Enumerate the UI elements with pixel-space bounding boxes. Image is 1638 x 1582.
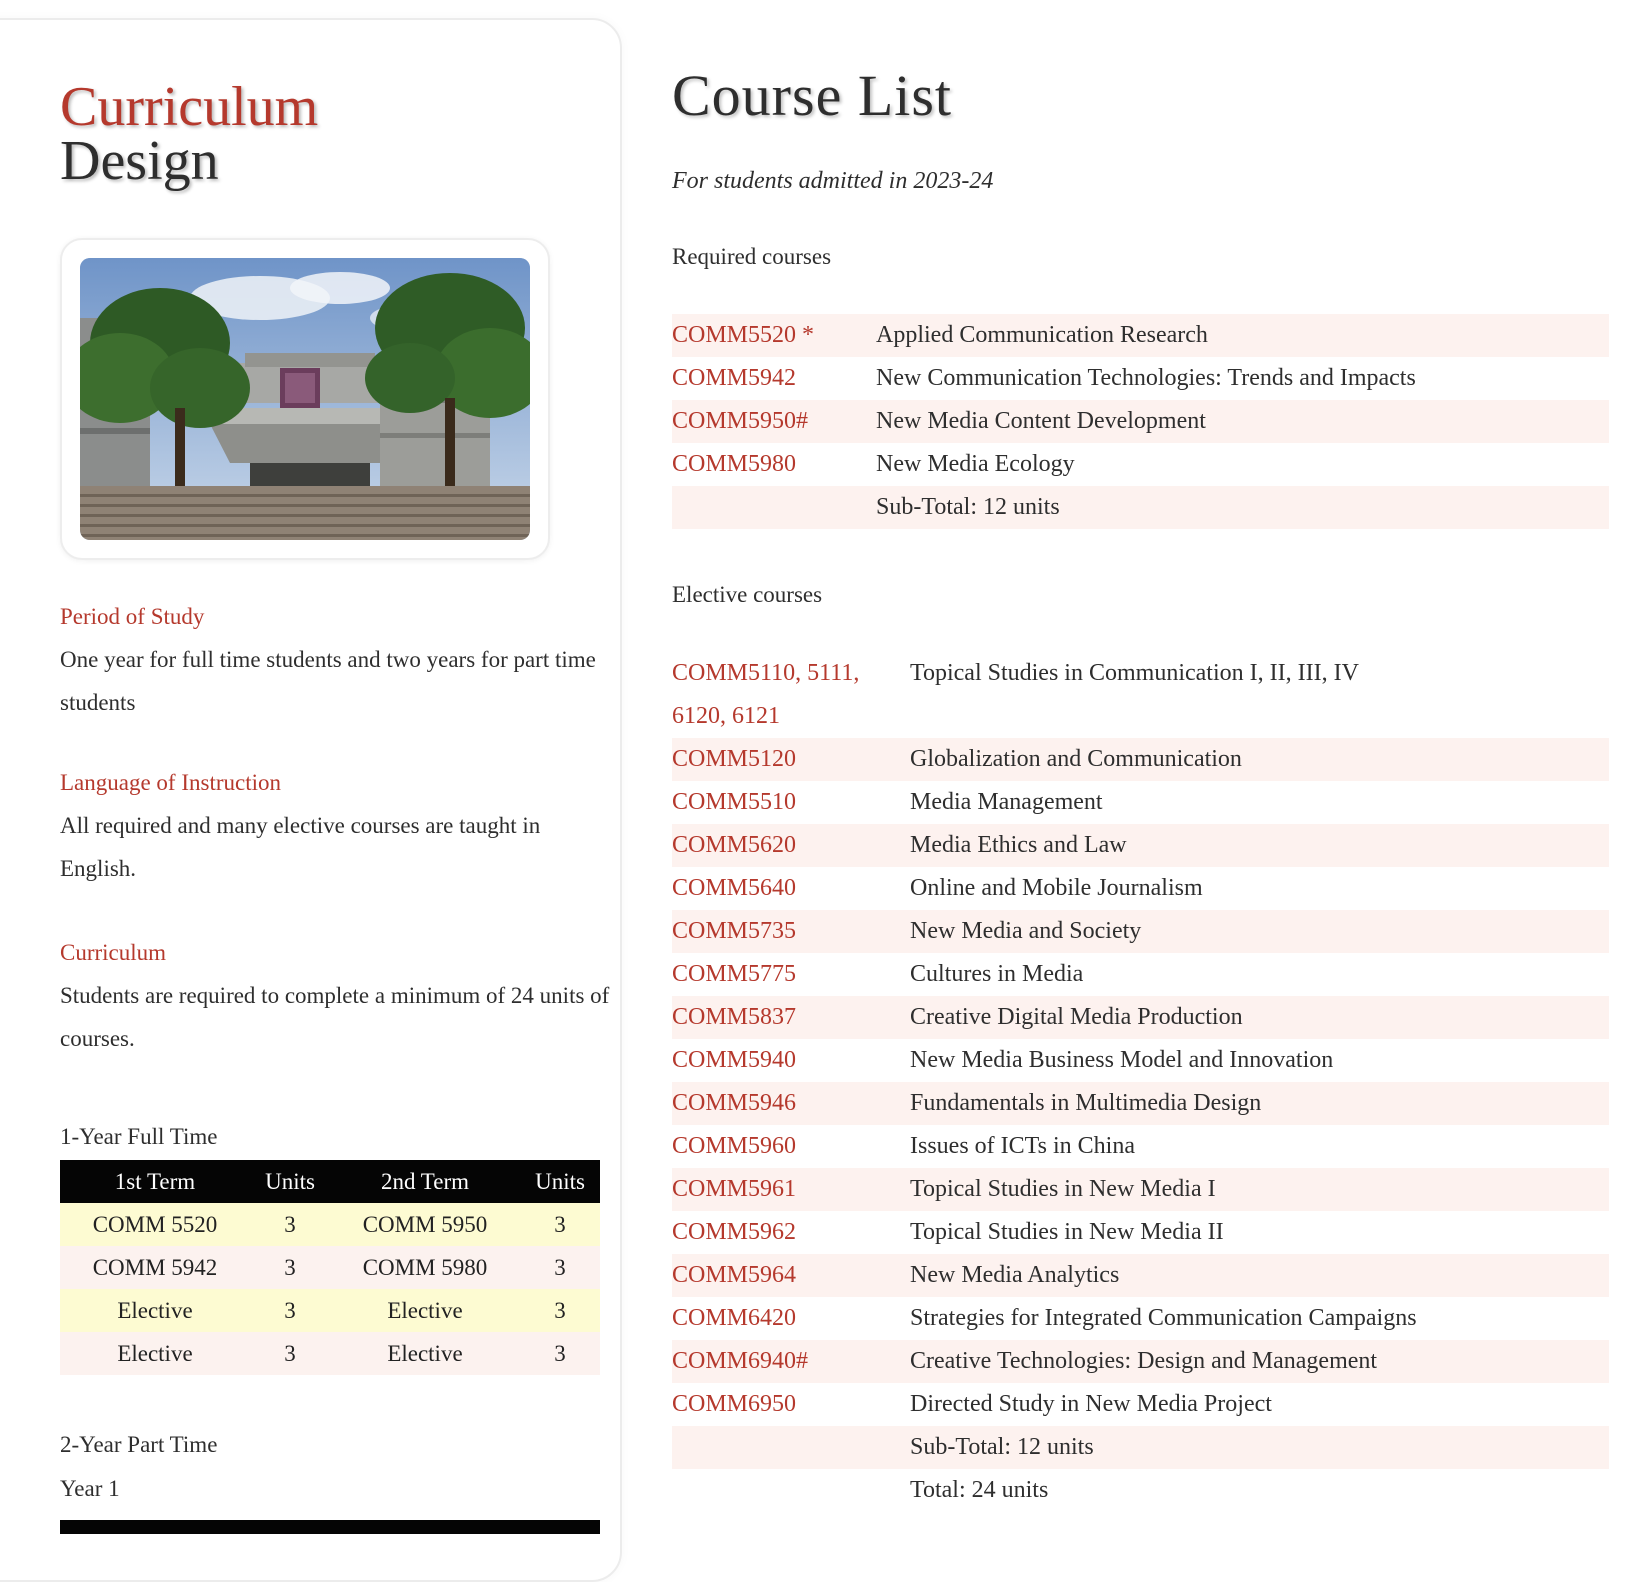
plan-cell: 3 xyxy=(250,1203,330,1246)
campus-photo-frame xyxy=(60,238,550,560)
plan-cell: Elective xyxy=(330,1289,520,1332)
plan-cell: 3 xyxy=(520,1246,600,1289)
table-row xyxy=(672,1039,1609,1082)
course-code-link[interactable]: COMM5964 xyxy=(672,1262,797,1288)
course-name: Creative Digital Media Production xyxy=(910,1004,1243,1030)
table-row xyxy=(672,1297,1609,1340)
course-code-link[interactable]: COMM5942 xyxy=(672,365,797,391)
course-code-link[interactable]: COMM5961 xyxy=(672,1176,797,1202)
table-row xyxy=(672,824,1609,867)
course-name: New Media Analytics xyxy=(910,1262,1120,1288)
table-row xyxy=(672,953,1609,996)
course-code-link[interactable]: COMM6950 xyxy=(672,1391,797,1417)
plan-cell: 3 xyxy=(250,1289,330,1332)
table-row xyxy=(672,1340,1609,1383)
table-row xyxy=(672,910,1609,953)
course-name: New Media Ecology xyxy=(876,451,1075,477)
course-name: Strategies for Integrated Communication Campaigns xyxy=(910,1305,1417,1331)
title-accent: Curriculum xyxy=(60,76,319,138)
campus-photo xyxy=(80,258,530,540)
curriculum-text: Students are required to complete a minimum of 24 units of courses. xyxy=(60,983,610,1051)
table-row xyxy=(672,996,1609,1039)
course-name: Online and Mobile Journalism xyxy=(910,875,1203,901)
course-code-link[interactable]: COMM6940# xyxy=(672,1348,809,1374)
course-code-link[interactable]: COMM5962 xyxy=(672,1219,797,1245)
course-code-link[interactable]: COMM6420 xyxy=(672,1305,797,1331)
course-name: Cultures in Media xyxy=(910,961,1084,987)
period-of-study-heading: Period of Study xyxy=(60,604,205,629)
full-time-plan-table xyxy=(60,1160,600,1375)
table-row xyxy=(672,1168,1609,1211)
course-code-link[interactable]: COMM5960 xyxy=(672,1133,797,1159)
table-row xyxy=(672,738,1609,781)
course-name: Creative Technologies: Design and Management xyxy=(910,1348,1378,1374)
subtotal-row xyxy=(672,1426,1609,1469)
header-units-1: Units xyxy=(250,1160,330,1203)
course-code-link[interactable]: COMM5735 xyxy=(672,918,797,944)
elective-courses-table xyxy=(672,652,1609,1512)
full-time-label: 1-Year Full Time xyxy=(60,1124,218,1149)
header-1st-term: 1st Term xyxy=(60,1160,250,1203)
language-heading: Language of Instruction xyxy=(60,770,281,795)
plan-row xyxy=(60,1246,600,1289)
course-code-link[interactable]: COMM5980 xyxy=(672,451,797,477)
table-row xyxy=(672,357,1609,400)
plan-header-row xyxy=(60,1160,600,1203)
course-name: Media Ethics and Law xyxy=(910,832,1127,858)
plan-cell: COMM 5942 xyxy=(60,1246,250,1289)
plan-cell: COMM 5520 xyxy=(60,1203,250,1246)
year-1-label: Year 1 xyxy=(60,1476,120,1501)
course-name: New Communication Technologies: Trends and Impacts xyxy=(876,365,1416,391)
plan-cell: 3 xyxy=(520,1289,600,1332)
table-row xyxy=(672,1211,1609,1254)
course-code-link[interactable]: COMM5775 xyxy=(672,961,797,987)
course-code-link[interactable]: COMM5120 xyxy=(672,746,797,772)
course-name: New Media Content Development xyxy=(876,408,1206,434)
plan-cell: 3 xyxy=(250,1332,330,1375)
table-row xyxy=(672,652,1609,738)
plan-cell: Elective xyxy=(60,1332,250,1375)
course-code-link[interactable]: COMM5640 xyxy=(672,875,797,901)
course-code-link[interactable]: COMM5510 xyxy=(672,789,797,815)
part-time-label: 2-Year Part Time xyxy=(60,1432,218,1457)
campus-building-image xyxy=(80,258,530,540)
course-code-link[interactable]: COMM5946 xyxy=(672,1090,797,1116)
language-text: All required and many elective courses are taught in English. xyxy=(60,813,541,881)
course-name: Applied Communication Research xyxy=(876,322,1208,348)
table-row xyxy=(672,400,1609,443)
subtotal-text: Sub-Total: 12 units xyxy=(876,494,1060,520)
plan-cell: 3 xyxy=(250,1246,330,1289)
course-code-link[interactable]: COMM5950# xyxy=(672,408,809,434)
header-2nd-term: 2nd Term xyxy=(330,1160,520,1203)
course-name: Globalization and Communication xyxy=(910,746,1242,772)
language-section xyxy=(60,768,610,890)
plan-cell: COMM 5980 xyxy=(330,1246,520,1289)
period-of-study-section xyxy=(60,602,610,724)
table-row xyxy=(672,1383,1609,1426)
plan-cell: 3 xyxy=(520,1203,600,1246)
course-name: Topical Studies in New Media II xyxy=(910,1219,1224,1245)
course-name: Issues of ICTs in China xyxy=(910,1133,1135,1159)
table-row xyxy=(672,1125,1609,1168)
course-name: Topical Studies in Communication I, II, III, IV xyxy=(910,660,1359,686)
plan-row xyxy=(60,1332,600,1375)
plan-cell: Elective xyxy=(60,1289,250,1332)
table-row xyxy=(672,443,1609,486)
table-row xyxy=(672,1254,1609,1297)
total-row xyxy=(672,1469,1609,1512)
course-code-link[interactable]: COMM5520 * xyxy=(672,322,815,348)
course-name: New Media Business Model and Innovation xyxy=(910,1047,1334,1073)
curriculum-design-title xyxy=(60,76,319,192)
total-text: Total: 24 units xyxy=(910,1477,1049,1503)
table-row xyxy=(672,781,1609,824)
plan-cell: Elective xyxy=(330,1332,520,1375)
subtotal-row xyxy=(672,486,1609,529)
course-name: Fundamentals in Multimedia Design xyxy=(910,1090,1262,1116)
plan-row xyxy=(60,1203,600,1246)
header-units-2: Units xyxy=(520,1160,600,1203)
course-name: Media Management xyxy=(910,789,1103,815)
admitted-subtitle: For students admitted in 2023-24 xyxy=(672,168,994,194)
period-of-study-text: One year for full time students and two years for part time students xyxy=(60,647,596,715)
part-time-table-header xyxy=(60,1520,600,1534)
course-name: Directed Study in New Media Project xyxy=(910,1391,1272,1417)
required-courses-label: Required courses xyxy=(672,244,832,269)
course-list-title: Course List xyxy=(672,63,953,128)
course-code-link[interactable]: COMM5110, 5111, 6120, 6121 xyxy=(672,660,860,729)
course-code-link[interactable]: COMM5620 xyxy=(672,832,797,858)
course-name: New Media and Society xyxy=(910,918,1142,944)
course-name: Topical Studies in New Media I xyxy=(910,1176,1216,1202)
table-row xyxy=(672,1082,1609,1125)
course-code-link[interactable]: COMM5940 xyxy=(672,1047,797,1073)
curriculum-section xyxy=(60,938,610,1060)
subtotal-text: Sub-Total: 12 units xyxy=(910,1434,1094,1460)
table-row xyxy=(672,314,1609,357)
title-dark: Design xyxy=(60,130,219,192)
plan-cell: COMM 5950 xyxy=(330,1203,520,1246)
plan-cell: 3 xyxy=(520,1332,600,1375)
elective-courses-label: Elective courses xyxy=(672,582,823,607)
curriculum-heading: Curriculum xyxy=(60,940,167,965)
course-code-link[interactable]: COMM5837 xyxy=(672,1004,797,1030)
table-row xyxy=(672,867,1609,910)
plan-row xyxy=(60,1289,600,1332)
required-courses-table xyxy=(672,314,1609,529)
